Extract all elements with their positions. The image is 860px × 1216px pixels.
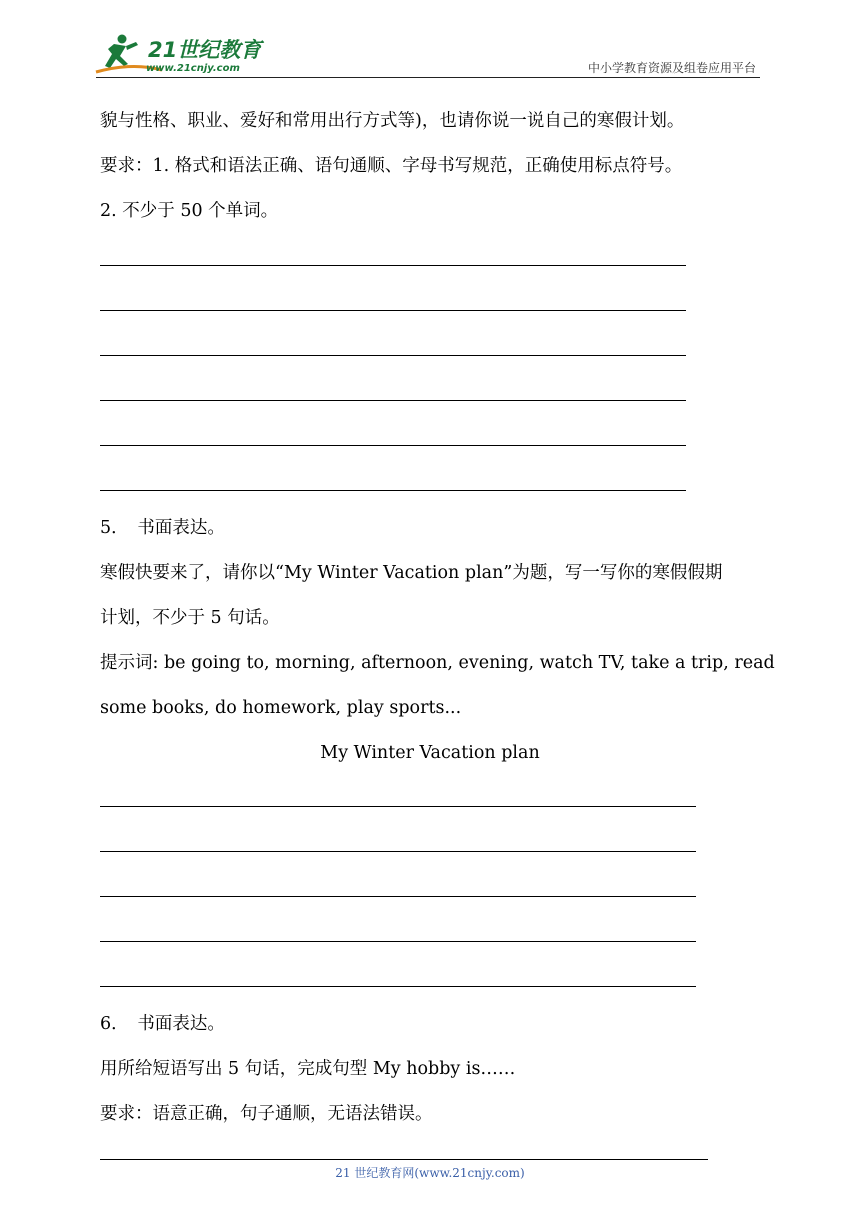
page-header <box>0 0 860 80</box>
section4-line-3: 2. 不少于 50 个单词。 <box>100 201 279 221</box>
answer-line[interactable] <box>100 1159 708 1160</box>
answer-line[interactable] <box>100 355 686 356</box>
answer-line[interactable] <box>100 941 696 942</box>
platform-label: 中小学教育资源及组卷应用平台 <box>587 61 756 75</box>
section4-line-2: 要求：1. 格式和语法正确、语句通顺、字母书写规范，正确使用标点符号。 <box>100 156 683 176</box>
answer-line[interactable] <box>100 896 696 897</box>
answer-line[interactable] <box>100 986 696 987</box>
section6-line-2: 要求：语意正确，句子通顺，无语法错误。 <box>100 1104 433 1124</box>
answer-line[interactable] <box>100 445 686 446</box>
header-divider <box>96 77 760 78</box>
section5-line-3: 提示词: be going to, morning, afternoon, evening, watch TV, take a trip, read <box>100 653 775 673</box>
section5-line-4: some books, do homework, play sports... <box>100 698 462 718</box>
section5-line-2: 计划，不少于 5 句话。 <box>100 608 280 628</box>
answer-line[interactable] <box>100 806 696 807</box>
answer-line[interactable] <box>100 851 696 852</box>
answer-line[interactable] <box>100 310 686 311</box>
section5-heading: 5． 书面表达。 <box>100 518 225 538</box>
logo-text: 21世纪教育 <box>148 38 262 62</box>
answer-line[interactable] <box>100 490 686 491</box>
answer-line[interactable] <box>100 265 686 266</box>
section4-line-1: 貌与性格、职业、爱好和常用出行方式等)，也请你说一说自己的寒假计划。 <box>100 111 685 131</box>
section6-heading: 6． 书面表达。 <box>100 1014 225 1034</box>
essay-title: My Winter Vacation plan <box>320 743 540 763</box>
section6-line-1: 用所给短语写出 5 句话，完成句型 My hobby is…… <box>100 1059 516 1079</box>
answer-line[interactable] <box>100 400 686 401</box>
section5-line-1: 寒假快要来了，请你以“My Winter Vacation plan”为题，写一写你的寒假假期 <box>100 563 723 583</box>
logo-url: www.21cnjy.com <box>146 63 240 74</box>
page-footer: 21 世纪教育网(www.21cnjy.com) <box>335 1166 525 1180</box>
